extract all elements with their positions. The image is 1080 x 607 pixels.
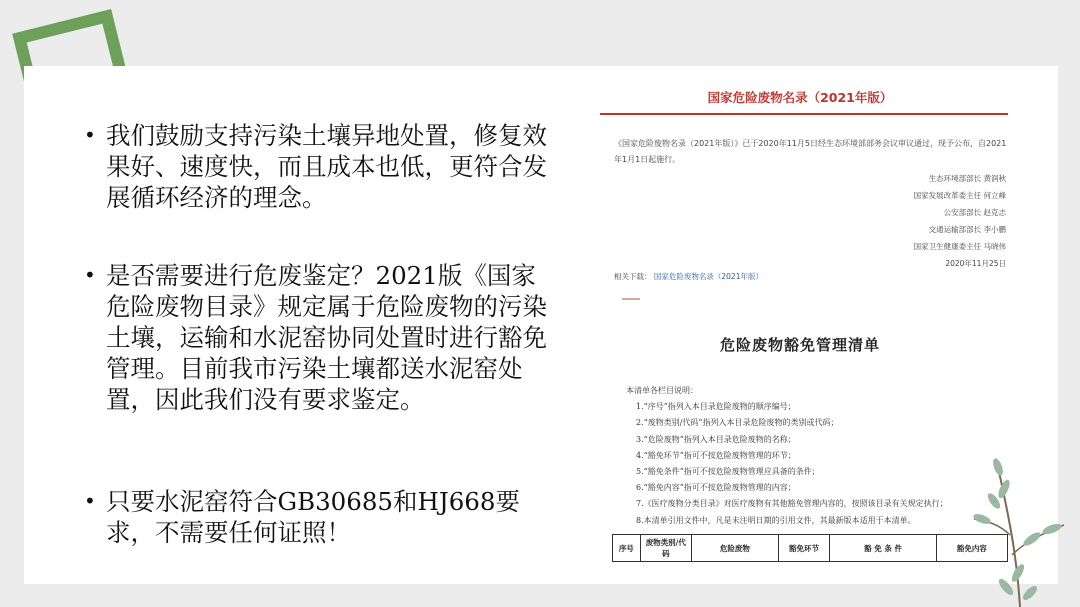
note-item: 6.“豁免内容”指可不按危险废物管理的内容； xyxy=(636,483,796,493)
table-header-cell: 豁 免 条 件 xyxy=(830,535,937,562)
exemption-table-header xyxy=(612,534,1008,562)
signer-line: 国家卫生健康委主任 马晓伟 xyxy=(913,242,1006,251)
table-header-cell: 序号 xyxy=(613,535,641,562)
table-header-cell: 废物类别/代码 xyxy=(640,535,691,562)
document-title: 国家危险废物名录（2021年版） xyxy=(707,90,893,105)
table-header-cell: 豁免环节 xyxy=(778,535,829,562)
signer-line: 生态环境部部长 黄润秋 xyxy=(928,174,1006,183)
note-item: 1.“序号”指列入本目录危险废物的顺序编号； xyxy=(636,402,796,412)
note-item: 5.“豁免条件”指可不按危险废物管理应具备的条件； xyxy=(636,467,820,477)
bullet-item-1 xyxy=(84,120,559,213)
note-item: 8.本清单引用文件中，凡是未注明日期的引用文件，其最新版本适用于本清单。 xyxy=(636,515,916,525)
column-notes xyxy=(626,383,1006,529)
bullet-text: 我们鼓励支持污染土壤异地处置，修复效果好、速度快，而且成本也低，更符合发展循环经济的理念。 xyxy=(106,121,547,212)
download-row xyxy=(614,271,763,282)
note-item: 4.“豁免环节”指可不按危险废物管理的环节； xyxy=(636,450,796,460)
note-item: 2.“废物类别/代码”指列入本目录危险废物的类别或代码； xyxy=(636,418,839,428)
bullet-item-2 xyxy=(84,260,559,415)
signer-list xyxy=(914,170,1006,272)
note-item: 3.“危险废物”指列入本目录危险废物的名称； xyxy=(636,434,796,444)
signer-line: 国家发展改革委主任 何立峰 xyxy=(913,191,1006,200)
bullet-dot-icon: • xyxy=(84,489,96,513)
document-screenshot xyxy=(600,80,1022,570)
bullet-dot-icon: • xyxy=(84,123,96,147)
download-link[interactable]: 国家危险废物名录（2021年版） xyxy=(653,272,763,281)
bullet-text: 只要水泥窑符合GB30685和HJ668要求，不需要任何证照！ xyxy=(106,487,520,547)
exemption-list-title: 危险废物豁免管理清单 xyxy=(719,336,880,354)
table-header-cell: 危险废物 xyxy=(691,535,778,562)
signer-line: 交通运输部部长 李小鹏 xyxy=(928,225,1006,234)
download-label: 相关下载： xyxy=(614,272,652,281)
table-header-cell: 豁免内容 xyxy=(936,535,1007,562)
separator-dash xyxy=(622,298,640,300)
notes-heading: 本清单各栏目说明： xyxy=(626,386,698,395)
title-divider xyxy=(600,113,1008,115)
bullet-item-3 xyxy=(84,486,559,548)
bullet-dot-icon: • xyxy=(84,263,96,287)
signer-line: 公安部部长 赵克志 xyxy=(943,208,1006,217)
plant-branch-decoration xyxy=(960,455,1080,607)
note-item: 7.《医疗废物分类目录》对医疗废物有其他豁免管理内容的，按照该目录有关规定执行； xyxy=(636,499,948,509)
document-date: 2020年11月25日 xyxy=(945,259,1006,268)
bullet-text: 是否需要进行危废鉴定？2021版《国家危险废物目录》规定属于危险废物的污染土壤，运输和水泥窑协同处置时进行豁免管理。目前我市污染土壤都送水泥窑处置，因此我们没有要求鉴定。 xyxy=(106,261,547,414)
document-intro: 《国家危险废物名录（2021年版）》已于2020年11月5日经生态环境部部务会议审议通过，现予公布，自2021年1月1日起施行。 xyxy=(614,139,1007,164)
